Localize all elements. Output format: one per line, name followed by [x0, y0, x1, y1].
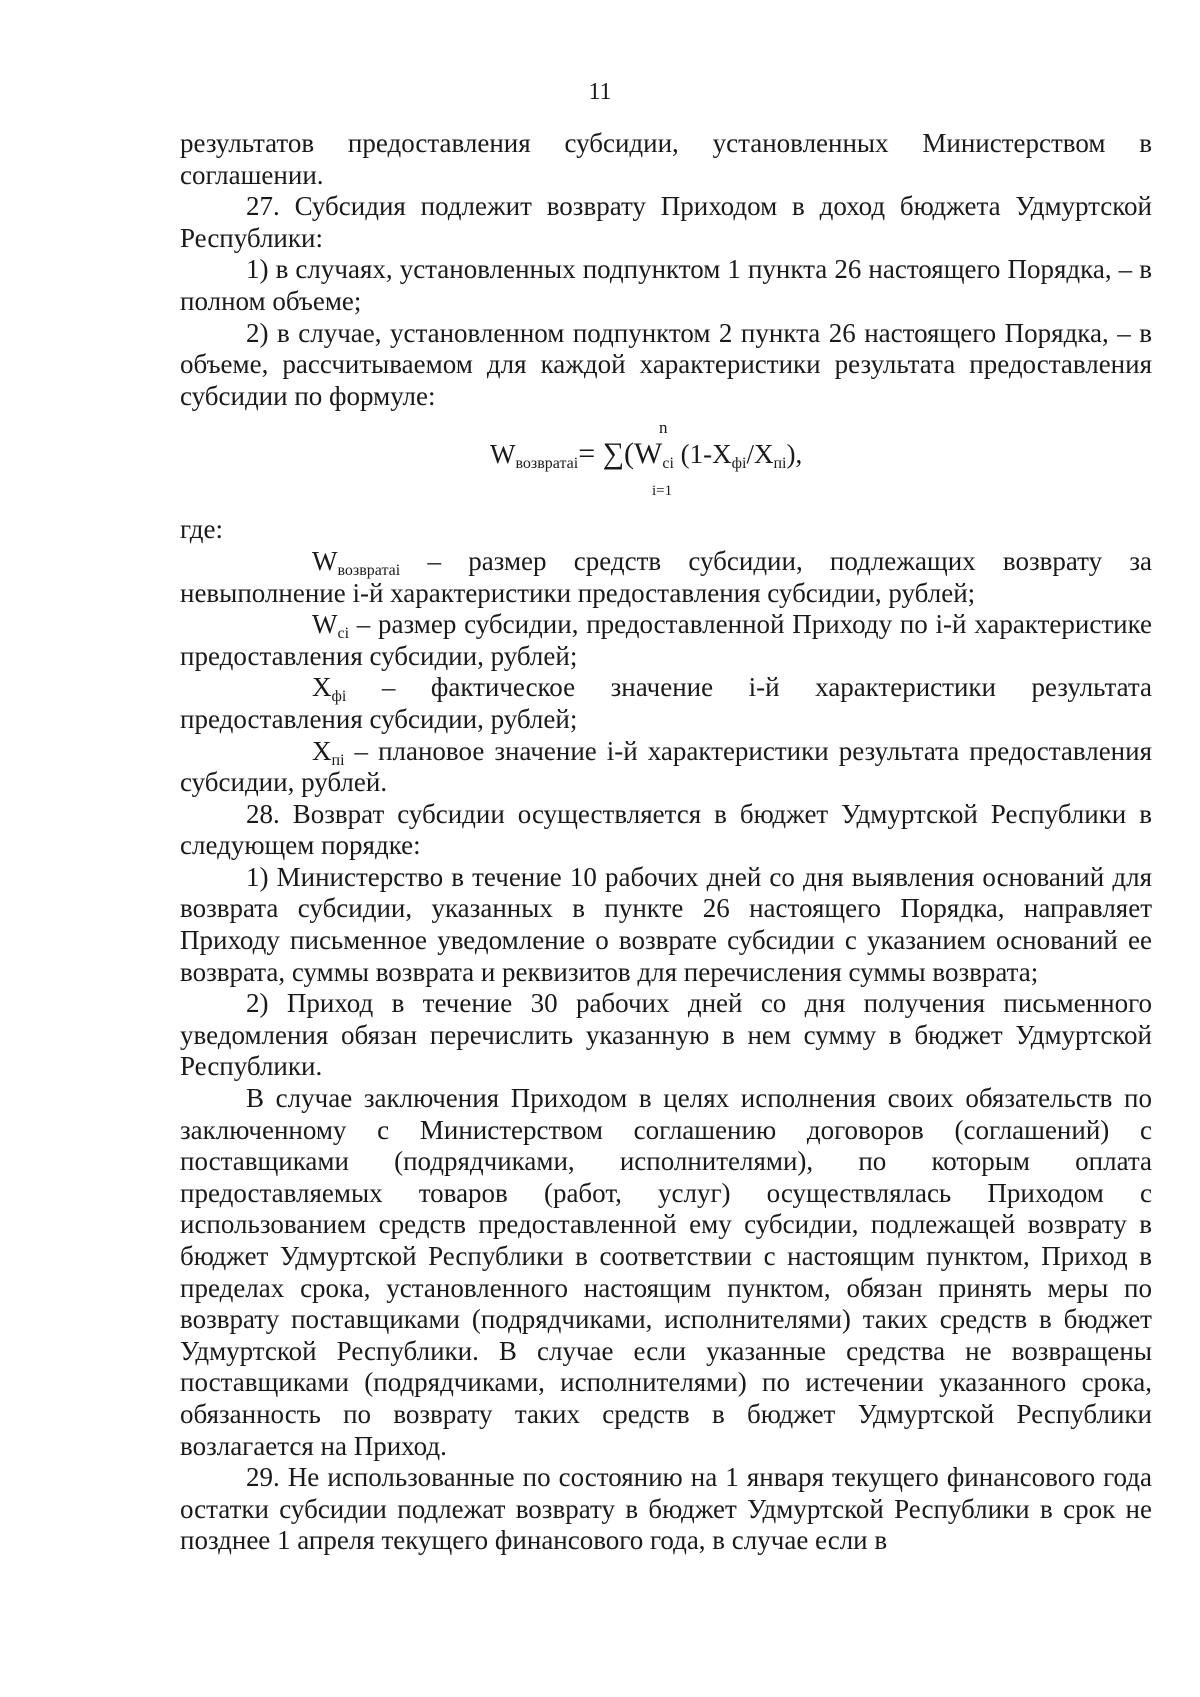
symbol-letter: W [312, 609, 338, 640]
page-number: 11 [588, 79, 612, 105]
definition-symbol [246, 672, 346, 704]
definition-symbol [246, 546, 400, 578]
paragraph-29: 29. Не использованные по состоянию на 1 января текущего финансового года остатки субсидии подлежат возврату в бюджет Удмуртской Республики в срок не позднее 1 апреля текущего финансового года, в случае если в [180, 1462, 1152, 1556]
sum-lower-limit: i=1 [652, 483, 673, 500]
definition-x-pi [180, 736, 1152, 799]
symbol-sub: возвратаi [337, 561, 401, 579]
paragraph-28: 28. Возврат субсидии осуществляется в бюджет Удмуртской Республики в следующем порядке: [180, 798, 1152, 861]
return-formula [180, 412, 1152, 514]
definition-text: – плановое значение i-й характеристики результата предоставления субсидии, рублей. [180, 735, 1152, 798]
symbol-letter: X [312, 735, 332, 766]
symbol-sub: ci [337, 625, 350, 643]
paragraph-27-2: 2) в случае, установленном подпунктом 2 пункта 26 настоящего Порядка, – в объеме, рассчитываемом для каждой характеристики результата предоставления субсидии по формуле: [180, 317, 1152, 411]
symbol-letter: X [312, 672, 332, 703]
formula-lhs-sub: возвратаi [515, 455, 579, 473]
symbol-sub: фi [331, 688, 347, 706]
paragraph-27: 27. Субсидия подлежит возврату Приходом в доход бюджета Удмуртской Республики: [180, 191, 1152, 253]
definition-w-return [180, 546, 1152, 609]
definition-text: – фактическое значение i-й характеристики результата предоставления субсидии, рублей; [180, 672, 1152, 734]
formula-sum: = ∑(W [578, 437, 663, 471]
definition-x-fi [180, 672, 1152, 735]
formula-xf-sub: фi [731, 455, 747, 473]
paragraph-continuation: результатов предоставления субсидии, установленных Министерством в соглашении. [180, 128, 1152, 190]
paragraph-28-1: 1) Министерство в течение 10 рабочих дней со дня выявления оснований для возврата субсидии, указанных в пункте 26 настоящего Порядка, направляет Приходу письменное уведомление о возврате субсидии с указанием оснований ее возврата, суммы возврата и реквизитов для перечисления суммы возврата; [180, 861, 1152, 987]
sum-upper-limit: n [659, 418, 668, 438]
paragraph-27-1: 1) в случаях, установленных подпунктом 1 пункта 26 настоящего Порядка, – в полном объеме; [180, 254, 1152, 316]
formula-tail: ), [786, 439, 803, 470]
formula-wc-sub: ci [662, 455, 674, 473]
formula-middle: (1-X [673, 439, 732, 470]
formula-xp-sub: пi [773, 455, 787, 473]
definition-w-ci [180, 609, 1152, 672]
formula-slash: /X [746, 439, 774, 470]
formula-lhs-symbol: W [490, 439, 516, 470]
definition-symbol [246, 736, 345, 768]
formula-expression [490, 437, 803, 473]
paragraph-28-2: 2) Приход в течение 30 рабочих дней со дня получения письменного уведомления обязан перечислить указанную в нем сумму в бюджет Удмуртской Республики. [180, 988, 1152, 1082]
paragraph-28-case: В случае заключения Приходом в целях исполнения своих обязательств по заключенному с Министерством соглашению договоров (соглашений) с поставщиками (подрядчиками, исполнителями), по которым оплата предоставляемых товаров (работ, услуг) осуществлялась Приходом с использованием средств предоставленной ему субсидии, подлежащей возврату в бюджет Удмуртской Республики в соответствии с настоящим пунктом, Приход в пределах срока, установленного настоящим пунктом, обязан принять меры по возврату поставщиками (подрядчиками, исполнителями) таких средств в бюджет Удмуртской Республики. В случае если указанные средства не возвращены поставщиками (подрядчиками, исполнителями) по истечении указанного срока, обязанность по возврату таких средств в бюджет Удмуртской Республики возлагается на Приход. [180, 1083, 1152, 1461]
where-label: где: [180, 514, 223, 545]
document-body [180, 128, 1152, 1557]
definition-text: – размер средств субсидии, подлежащих возврату за невыполнение i-й характеристики предоставления субсидии, рублей; [180, 545, 1152, 608]
definition-symbol [246, 609, 349, 641]
definition-text: – размер субсидии, предоставленной Приходу по i-й характеристике предоставления субсидии, рублей; [180, 609, 1152, 671]
symbol-sub: пi [331, 751, 345, 769]
symbol-letter: W [312, 545, 338, 576]
